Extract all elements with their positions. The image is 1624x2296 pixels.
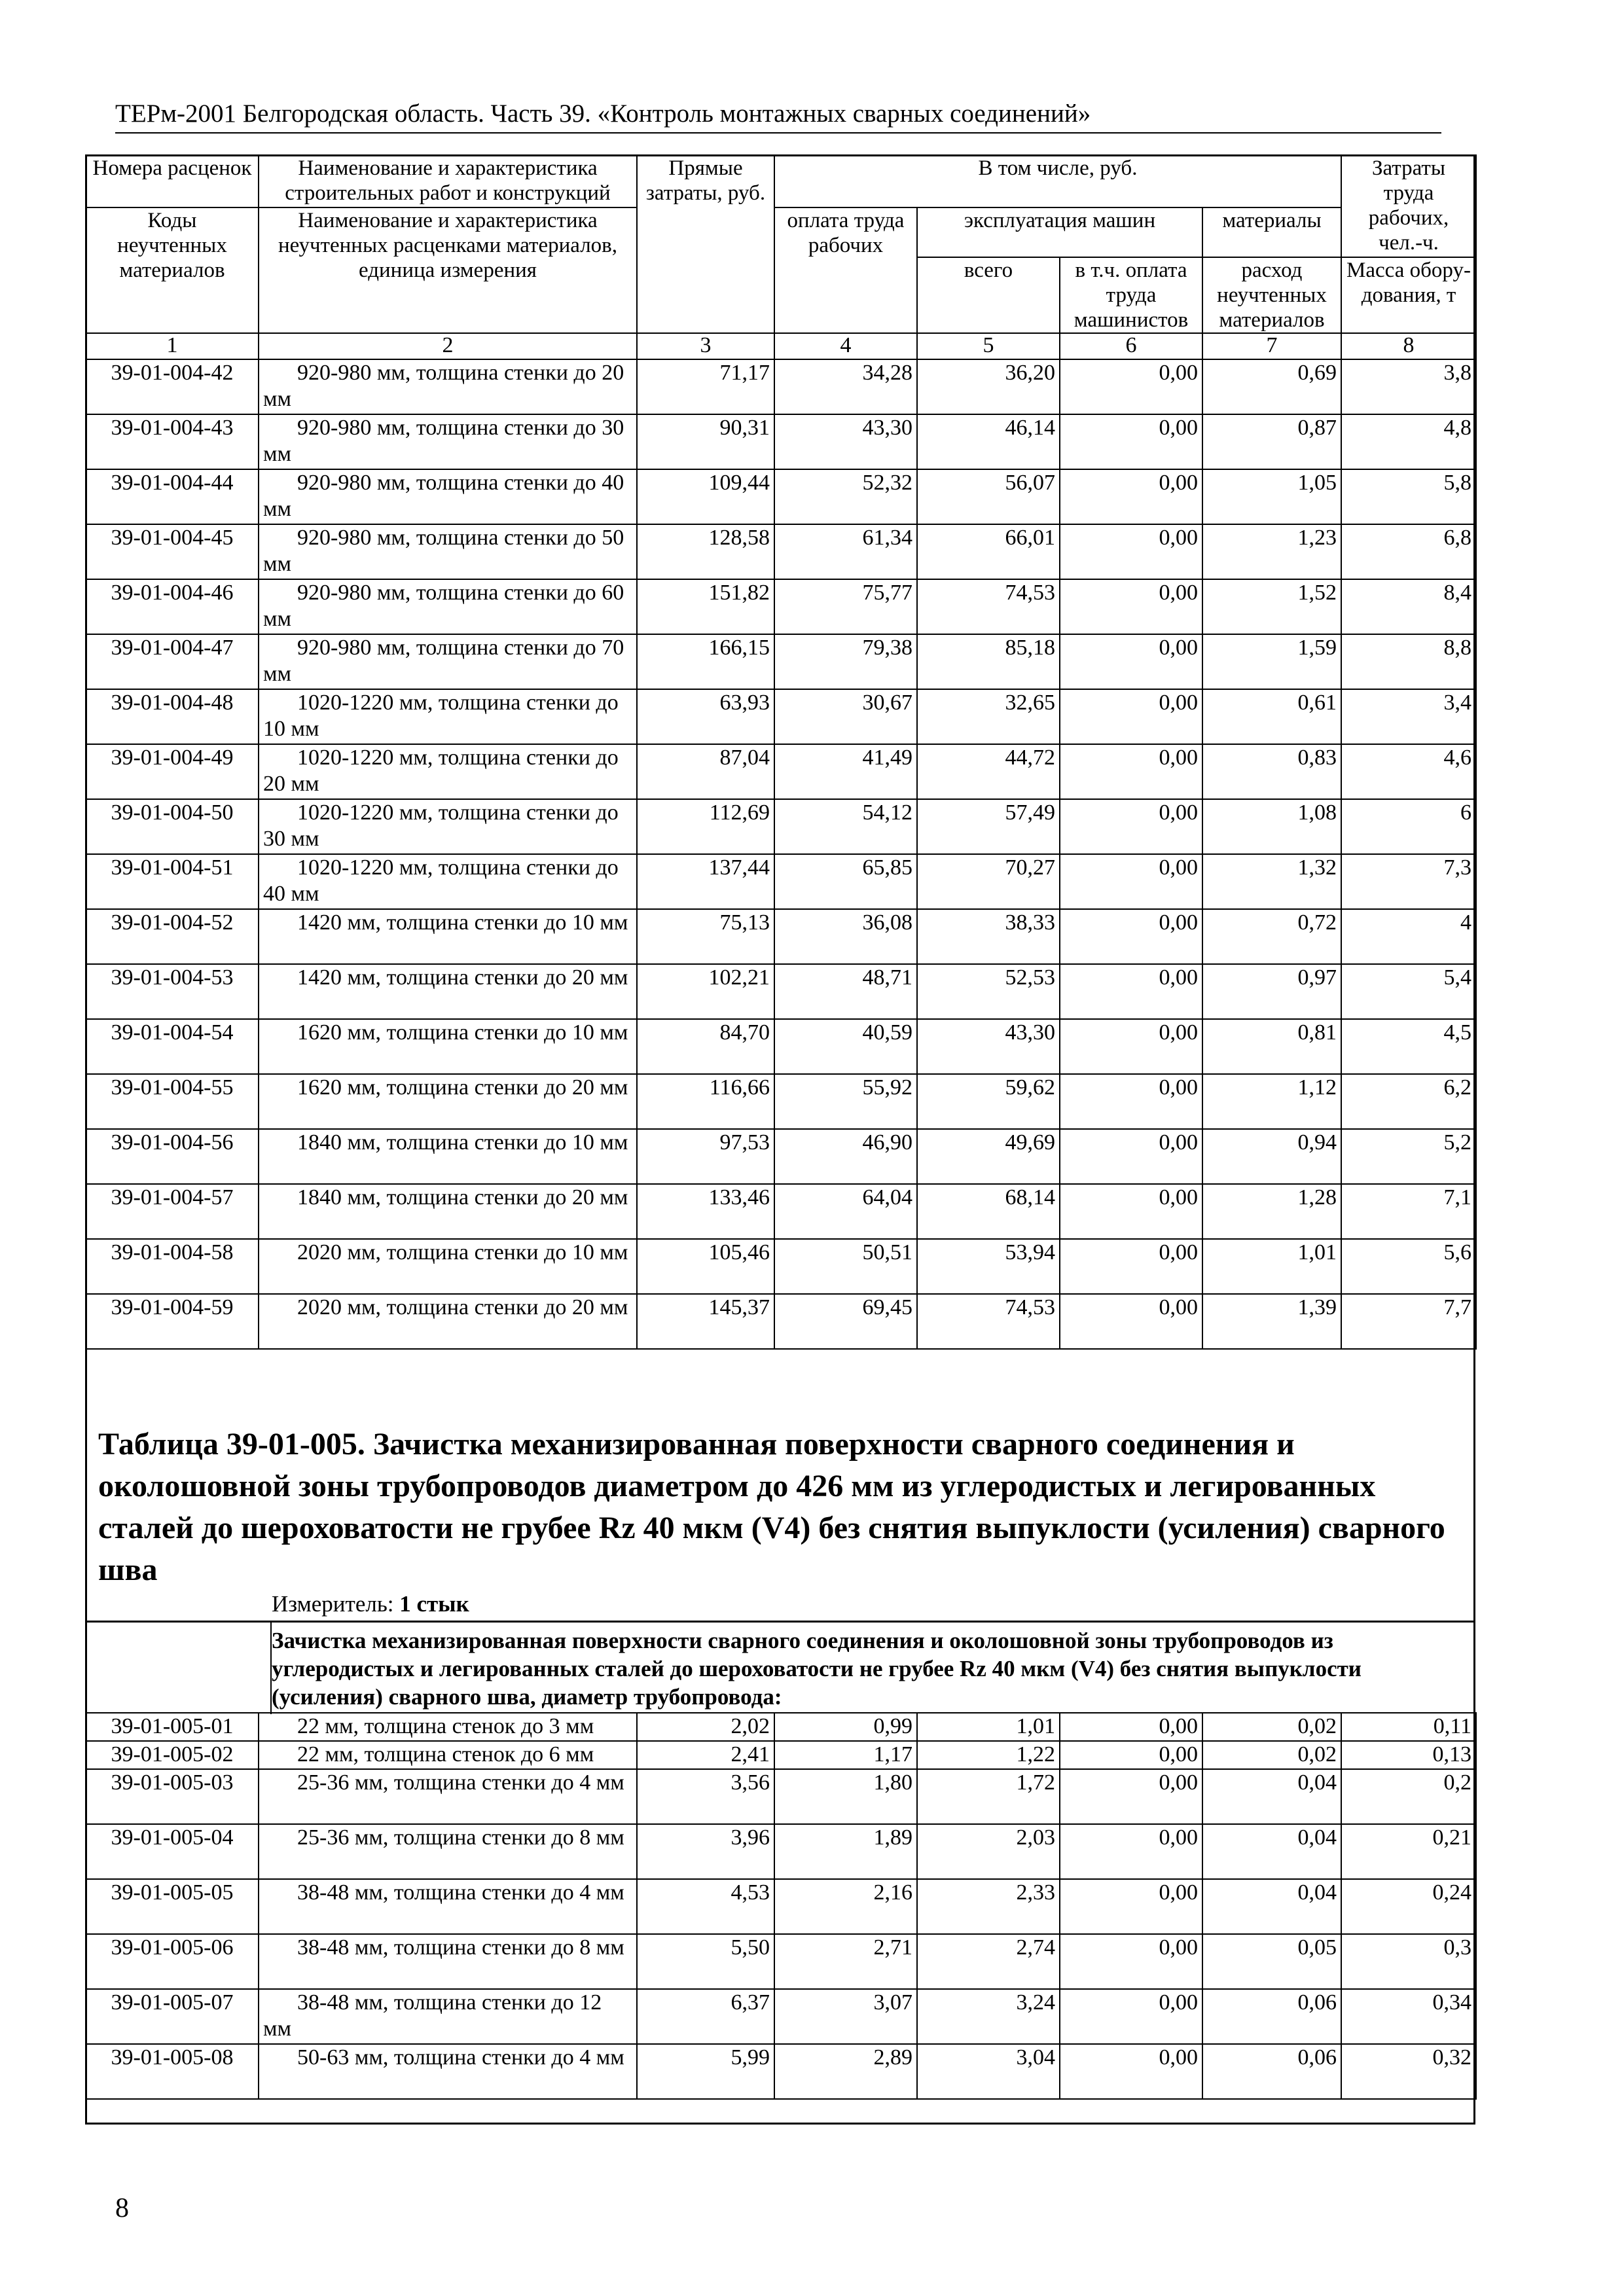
- direct-costs-cell: 90,31: [637, 414, 774, 469]
- machinists-pay-cell: 0,00: [1060, 799, 1202, 854]
- column-number: 3: [637, 333, 774, 359]
- table-row: [86, 1184, 1476, 1239]
- worker-pay-cell: 30,67: [774, 689, 917, 744]
- rate-name-cell: 920-980 мм, толщина стенки до 40 мм: [259, 469, 637, 524]
- rate-code-cell: 39-01-004-43: [86, 414, 259, 469]
- worker-pay-cell: 0,99: [774, 1713, 917, 1741]
- worker-pay-cell: 46,90: [774, 1129, 917, 1184]
- machines-total-cell: 1,01: [917, 1713, 1060, 1741]
- rate-name-cell: 38-48 мм, толщина стенки до 4 мм: [259, 1879, 637, 1934]
- rate-code-cell: 39-01-005-01: [86, 1713, 259, 1741]
- direct-costs-cell: 145,37: [637, 1294, 774, 1349]
- direct-costs-cell: 151,82: [637, 579, 774, 634]
- machines-total-cell: 68,14: [917, 1184, 1060, 1239]
- column-number: 1: [86, 333, 259, 359]
- machines-total-cell: 46,14: [917, 414, 1060, 469]
- labor-costs-cell: 1,52: [1202, 579, 1341, 634]
- header-rate-numbers: Номера расценок: [86, 155, 259, 207]
- equipment-mass-cell: 0,21: [1341, 1824, 1476, 1879]
- table-row: [86, 1741, 1476, 1769]
- header-machines: эксплуатация машин: [917, 207, 1202, 257]
- table-row: [86, 2044, 1476, 2099]
- header-equipment-mass: Масса обору-дования, т: [1341, 257, 1476, 333]
- labor-costs-cell: 0,06: [1202, 1989, 1341, 2044]
- worker-pay-cell: 2,16: [774, 1879, 917, 1934]
- direct-costs-cell: 166,15: [637, 634, 774, 689]
- labor-costs-cell: 0,61: [1202, 689, 1341, 744]
- rate-code-cell: 39-01-004-45: [86, 524, 259, 579]
- rate-code-cell: 39-01-004-47: [86, 634, 259, 689]
- worker-pay-cell: 75,77: [774, 579, 917, 634]
- column-number: 8: [1341, 333, 1476, 359]
- worker-pay-cell: 2,71: [774, 1934, 917, 1989]
- rate-name-cell: 920-980 мм, толщина стенки до 60 мм: [259, 579, 637, 634]
- direct-costs-cell: 137,44: [637, 854, 774, 909]
- machines-total-cell: 66,01: [917, 524, 1060, 579]
- equipment-mass-cell: 0,34: [1341, 1989, 1476, 2044]
- worker-pay-cell: 1,80: [774, 1769, 917, 1824]
- equipment-mass-cell: 4: [1341, 909, 1476, 964]
- machinists-pay-cell: 0,00: [1060, 1074, 1202, 1129]
- table-row: [86, 524, 1476, 579]
- worker-pay-cell: 2,89: [774, 2044, 917, 2099]
- equipment-mass-cell: 6: [1341, 799, 1476, 854]
- header-machines-total: всего: [917, 257, 1060, 333]
- machinists-pay-cell: 0,00: [1060, 1019, 1202, 1074]
- machines-total-cell: 3,24: [917, 1989, 1060, 2044]
- page-number: 8: [115, 2193, 129, 2223]
- column-numbers-row: [86, 333, 1476, 359]
- worker-pay-cell: 34,28: [774, 359, 917, 414]
- machines-total-cell: 43,30: [917, 1019, 1060, 1074]
- labor-costs-cell: 0,04: [1202, 1769, 1341, 1824]
- equipment-mass-cell: 4,8: [1341, 414, 1476, 469]
- rate-name-cell: 920-980 мм, толщина стенки до 70 мм: [259, 634, 637, 689]
- page-header: ТЕРм-2001 Белгородская область. Часть 39. «Контроль монтажных сварных соединений»: [115, 98, 1441, 134]
- measure-label: Измеритель:: [272, 1591, 394, 1617]
- machinists-pay-cell: 0,00: [1060, 359, 1202, 414]
- rate-name-cell: 1420 мм, толщина стенки до 20 мм: [259, 964, 637, 1019]
- column-number: 7: [1202, 333, 1341, 359]
- rate-name-cell: 1020-1220 мм, толщина стенки до 40 мм: [259, 854, 637, 909]
- machinists-pay-cell: 0,00: [1060, 854, 1202, 909]
- machinists-pay-cell: 0,00: [1060, 634, 1202, 689]
- table-row: [86, 579, 1476, 634]
- table-row: [86, 1934, 1476, 1989]
- labor-costs-cell: 0,02: [1202, 1741, 1341, 1769]
- rate-name-cell: 1840 мм, толщина стенки до 10 мм: [259, 1129, 637, 1184]
- table-row: [86, 689, 1476, 744]
- rate-name-cell: 1020-1220 мм, толщина стенки до 30 мм: [259, 799, 637, 854]
- rate-code-cell: 39-01-004-57: [86, 1184, 259, 1239]
- table-row: [86, 1294, 1476, 1349]
- direct-costs-cell: 116,66: [637, 1074, 774, 1129]
- header-labor-costs: Затраты труда рабочих, чел.-ч.: [1341, 155, 1476, 257]
- rate-code-cell: 39-01-004-53: [86, 964, 259, 1019]
- machines-total-cell: 59,62: [917, 1074, 1060, 1129]
- machines-total-cell: 70,27: [917, 854, 1060, 909]
- rate-code-cell: 39-01-004-50: [86, 799, 259, 854]
- equipment-mass-cell: 4,6: [1341, 744, 1476, 799]
- labor-costs-cell: 1,01: [1202, 1239, 1341, 1294]
- rate-code-cell: 39-01-004-59: [86, 1294, 259, 1349]
- direct-costs-cell: 112,69: [637, 799, 774, 854]
- direct-costs-cell: 5,99: [637, 2044, 774, 2099]
- rate-name-cell: 1620 мм, толщина стенки до 10 мм: [259, 1019, 637, 1074]
- rate-name-cell: 920-980 мм, толщина стенки до 50 мм: [259, 524, 637, 579]
- table-row: [86, 469, 1476, 524]
- direct-costs-cell: 133,46: [637, 1184, 774, 1239]
- equipment-mass-cell: 8,4: [1341, 579, 1476, 634]
- rate-code-cell: 39-01-005-07: [86, 1989, 259, 2044]
- rate-name-cell: 920-980 мм, толщина стенки до 20 мм: [259, 359, 637, 414]
- worker-pay-cell: 65,85: [774, 854, 917, 909]
- machinists-pay-cell: 0,00: [1060, 909, 1202, 964]
- labor-costs-cell: 0,94: [1202, 1129, 1341, 1184]
- labor-costs-cell: 0,81: [1202, 1019, 1341, 1074]
- labor-costs-cell: 1,05: [1202, 469, 1341, 524]
- direct-costs-cell: 6,37: [637, 1989, 774, 2044]
- direct-costs-cell: 2,02: [637, 1713, 774, 1741]
- direct-costs-cell: 75,13: [637, 909, 774, 964]
- rate-name-cell: 38-48 мм, толщина стенки до 8 мм: [259, 1934, 637, 1989]
- worker-pay-cell: 50,51: [774, 1239, 917, 1294]
- rate-name-cell: 2020 мм, толщина стенки до 20 мм: [259, 1294, 637, 1349]
- direct-costs-cell: 63,93: [637, 689, 774, 744]
- machines-total-cell: 85,18: [917, 634, 1060, 689]
- worker-pay-cell: 52,32: [774, 469, 917, 524]
- machinists-pay-cell: 0,00: [1060, 1184, 1202, 1239]
- machinists-pay-cell: 0,00: [1060, 689, 1202, 744]
- worker-pay-cell: 3,07: [774, 1989, 917, 2044]
- machines-total-cell: 57,49: [917, 799, 1060, 854]
- table-row: [86, 799, 1476, 854]
- machinists-pay-cell: 0,00: [1060, 1741, 1202, 1769]
- machinists-pay-cell: 0,00: [1060, 1824, 1202, 1879]
- equipment-mass-cell: 4,5: [1341, 1019, 1476, 1074]
- rate-name-cell: 1020-1220 мм, толщина стенки до 20 мм: [259, 744, 637, 799]
- machinists-pay-cell: 0,00: [1060, 1713, 1202, 1741]
- labor-costs-cell: 0,69: [1202, 359, 1341, 414]
- rate-code-cell: 39-01-004-58: [86, 1239, 259, 1294]
- equipment-mass-cell: 0,2: [1341, 1769, 1476, 1824]
- rate-name-cell: 1620 мм, толщина стенки до 20 мм: [259, 1074, 637, 1129]
- machinists-pay-cell: 0,00: [1060, 524, 1202, 579]
- table-row: [86, 634, 1476, 689]
- table-005-title: Зачистка механизированная поверхности сварного соединения и околошовной зоны трубопроводов диаметром до 426 мм из углеродистых и легированных сталей до шероховатости не грубее Rz 40 мкм (V4) без снятия выпуклости (усиления) сварного шва: [98, 1427, 1445, 1587]
- rate-code-cell: 39-01-005-08: [86, 2044, 259, 2099]
- equipment-mass-cell: 0,13: [1341, 1741, 1476, 1769]
- equipment-mass-cell: 3,4: [1341, 689, 1476, 744]
- rate-code-cell: 39-01-004-49: [86, 744, 259, 799]
- worker-pay-cell: 48,71: [774, 964, 917, 1019]
- direct-costs-cell: 71,17: [637, 359, 774, 414]
- labor-costs-cell: 1,59: [1202, 634, 1341, 689]
- equipment-mass-cell: 0,32: [1341, 2044, 1476, 2099]
- machinists-pay-cell: 0,00: [1060, 2044, 1202, 2099]
- worker-pay-cell: 41,49: [774, 744, 917, 799]
- table-row: [86, 1019, 1476, 1074]
- table-row: [86, 414, 1476, 469]
- equipment-mass-cell: 5,4: [1341, 964, 1476, 1019]
- table-row: [86, 744, 1476, 799]
- table-row: [86, 1239, 1476, 1294]
- machines-total-cell: 32,65: [917, 689, 1060, 744]
- rate-name-cell: 38-48 мм, толщина стенки до 12 мм: [259, 1989, 637, 2044]
- equipment-mass-cell: 5,6: [1341, 1239, 1476, 1294]
- rate-name-cell: 1840 мм, толщина стенки до 20 мм: [259, 1184, 637, 1239]
- rate-name-cell: 22 мм, толщина стенок до 3 мм: [259, 1713, 637, 1741]
- equipment-mass-cell: 6,2: [1341, 1074, 1476, 1129]
- worker-pay-cell: 64,04: [774, 1184, 917, 1239]
- machinists-pay-cell: 0,00: [1060, 1879, 1202, 1934]
- equipment-mass-cell: 8,8: [1341, 634, 1476, 689]
- machinists-pay-cell: 0,00: [1060, 964, 1202, 1019]
- column-number: 4: [774, 333, 917, 359]
- rate-code-cell: 39-01-005-03: [86, 1769, 259, 1824]
- worker-pay-cell: 1,17: [774, 1741, 917, 1769]
- labor-costs-cell: 0,04: [1202, 1824, 1341, 1879]
- header-material-codes: Коды неучтенных материалов: [86, 207, 259, 333]
- machines-total-cell: 3,04: [917, 2044, 1060, 2099]
- rate-name-cell: 50-63 мм, толщина стенки до 4 мм: [259, 2044, 637, 2099]
- labor-costs-cell: 0,05: [1202, 1934, 1341, 1989]
- rate-name-cell: 1420 мм, толщина стенки до 10 мм: [259, 909, 637, 964]
- machinists-pay-cell: 0,00: [1060, 579, 1202, 634]
- table-header: [86, 155, 1476, 359]
- labor-costs-cell: 1,12: [1202, 1074, 1341, 1129]
- rate-code-cell: 39-01-005-05: [86, 1879, 259, 1934]
- machines-total-cell: 1,72: [917, 1769, 1060, 1824]
- machinists-pay-cell: 0,00: [1060, 1989, 1202, 2044]
- table-body-004: [86, 359, 1476, 1349]
- equipment-mass-cell: 0,3: [1341, 1934, 1476, 1989]
- machines-total-cell: 2,03: [917, 1824, 1060, 1879]
- equipment-mass-cell: 0,11: [1341, 1713, 1476, 1741]
- table-005-caption: [98, 1424, 1460, 1591]
- machines-total-cell: 2,33: [917, 1879, 1060, 1934]
- measure-value: 1 стык: [399, 1591, 469, 1617]
- labor-costs-cell: 0,02: [1202, 1713, 1341, 1741]
- labor-costs-cell: 1,08: [1202, 799, 1341, 854]
- labor-costs-cell: 1,32: [1202, 854, 1341, 909]
- direct-costs-cell: 2,41: [637, 1741, 774, 1769]
- rate-code-cell: 39-01-005-06: [86, 1934, 259, 1989]
- direct-costs-cell: 87,04: [637, 744, 774, 799]
- header-worker-pay: оплата труда рабочих: [774, 207, 917, 333]
- header-including: В том числе, руб.: [774, 155, 1341, 207]
- machines-total-cell: 53,94: [917, 1239, 1060, 1294]
- rate-name-cell: 920-980 мм, толщина стенки до 30 мм: [259, 414, 637, 469]
- header-materials: материалы: [1202, 207, 1341, 257]
- labor-costs-cell: 0,87: [1202, 414, 1341, 469]
- machines-total-cell: 38,33: [917, 909, 1060, 964]
- table-row: [86, 1989, 1476, 2044]
- rate-code-cell: 39-01-004-55: [86, 1074, 259, 1129]
- labor-costs-cell: 0,83: [1202, 744, 1341, 799]
- direct-costs-cell: 3,56: [637, 1769, 774, 1824]
- section-row: [85, 1621, 1475, 1712]
- worker-pay-cell: 1,89: [774, 1824, 917, 1879]
- rate-code-cell: 39-01-004-51: [86, 854, 259, 909]
- header-material-name: Наименование и характеристика неучтенных расценками материалов, единица измерения: [259, 207, 637, 333]
- rate-name-cell: 2020 мм, толщина стенки до 10 мм: [259, 1239, 637, 1294]
- machines-total-cell: 1,22: [917, 1741, 1060, 1769]
- labor-costs-cell: 0,04: [1202, 1879, 1341, 1934]
- machinists-pay-cell: 0,00: [1060, 1934, 1202, 1989]
- table-row: [86, 1879, 1476, 1934]
- machines-total-cell: 56,07: [917, 469, 1060, 524]
- header-work-name: Наименование и характеристика строительных работ и конструкций: [259, 155, 637, 207]
- labor-costs-cell: 0,06: [1202, 2044, 1341, 2099]
- direct-costs-cell: 128,58: [637, 524, 774, 579]
- machines-total-cell: 49,69: [917, 1129, 1060, 1184]
- machines-total-cell: 36,20: [917, 359, 1060, 414]
- equipment-mass-cell: 7,3: [1341, 854, 1476, 909]
- rate-code-cell: 39-01-004-54: [86, 1019, 259, 1074]
- measure-line: [272, 1590, 469, 1619]
- header-direct-costs: Прямые затраты, руб.: [637, 155, 774, 333]
- section-title: Зачистка механизированная поверхности сварного соединения и околошовной зоны трубопроводов из углеродистых и легированных сталей до шероховатости не грубее Rz 40 мкм (V4) без снятия выпуклости (усиления) сварного шва, диаметр трубопровода:: [272, 1628, 1362, 1710]
- rate-code-cell: 39-01-004-48: [86, 689, 259, 744]
- table-row: [86, 1713, 1476, 1741]
- equipment-mass-cell: 0,24: [1341, 1879, 1476, 1934]
- equipment-mass-cell: 5,2: [1341, 1129, 1476, 1184]
- rate-name-cell: 25-36 мм, толщина стенки до 8 мм: [259, 1824, 637, 1879]
- rate-code-cell: 39-01-005-02: [86, 1741, 259, 1769]
- machinists-pay-cell: 0,00: [1060, 414, 1202, 469]
- rate-code-cell: 39-01-004-52: [86, 909, 259, 964]
- worker-pay-cell: 55,92: [774, 1074, 917, 1129]
- column-number: 5: [917, 333, 1060, 359]
- worker-pay-cell: 43,30: [774, 414, 917, 469]
- labor-costs-cell: 1,39: [1202, 1294, 1341, 1349]
- machinists-pay-cell: 0,00: [1060, 744, 1202, 799]
- equipment-mass-cell: 5,8: [1341, 469, 1476, 524]
- direct-costs-cell: 105,46: [637, 1239, 774, 1294]
- machines-total-cell: 74,53: [917, 1294, 1060, 1349]
- worker-pay-cell: 61,34: [774, 524, 917, 579]
- table-row: [86, 1824, 1476, 1879]
- worker-pay-cell: 54,12: [774, 799, 917, 854]
- table-row: [86, 1129, 1476, 1184]
- direct-costs-cell: 3,96: [637, 1824, 774, 1879]
- machinists-pay-cell: 0,00: [1060, 469, 1202, 524]
- machinists-pay-cell: 0,00: [1060, 1239, 1202, 1294]
- rate-code-cell: 39-01-004-44: [86, 469, 259, 524]
- labor-costs-cell: 1,28: [1202, 1184, 1341, 1239]
- labor-costs-cell: 1,23: [1202, 524, 1341, 579]
- equipment-mass-cell: 7,7: [1341, 1294, 1476, 1349]
- direct-costs-cell: 84,70: [637, 1019, 774, 1074]
- worker-pay-cell: 36,08: [774, 909, 917, 964]
- direct-costs-cell: 109,44: [637, 469, 774, 524]
- header-machinists-pay: в т.ч. оплата труда машинистов: [1060, 257, 1202, 333]
- direct-costs-cell: 4,53: [637, 1879, 774, 1934]
- rates-table-005: [85, 1712, 1477, 2100]
- table-row: [86, 909, 1476, 964]
- rate-code-cell: 39-01-004-42: [86, 359, 259, 414]
- machinists-pay-cell: 0,00: [1060, 1129, 1202, 1184]
- worker-pay-cell: 40,59: [774, 1019, 917, 1074]
- machines-total-cell: 52,53: [917, 964, 1060, 1019]
- direct-costs-cell: 102,21: [637, 964, 774, 1019]
- table-row: [86, 1769, 1476, 1824]
- column-number: 6: [1060, 333, 1202, 359]
- table-row: [86, 1074, 1476, 1129]
- direct-costs-cell: 97,53: [637, 1129, 774, 1184]
- worker-pay-cell: 69,45: [774, 1294, 917, 1349]
- rate-name-cell: 1020-1220 мм, толщина стенки до 10 мм: [259, 689, 637, 744]
- column-number: 2: [259, 333, 637, 359]
- equipment-mass-cell: 7,1: [1341, 1184, 1476, 1239]
- table-row: [86, 359, 1476, 414]
- labor-costs-cell: 0,72: [1202, 909, 1341, 964]
- machinists-pay-cell: 0,00: [1060, 1769, 1202, 1824]
- machines-total-cell: 74,53: [917, 579, 1060, 634]
- table-body-005: [86, 1713, 1476, 2099]
- direct-costs-cell: 5,50: [637, 1934, 774, 1989]
- machines-total-cell: 44,72: [917, 744, 1060, 799]
- labor-costs-cell: 0,97: [1202, 964, 1341, 1019]
- table-005-label: Таблица 39-01-005.: [98, 1427, 365, 1462]
- rate-code-cell: 39-01-005-04: [86, 1824, 259, 1879]
- equipment-mass-cell: 6,8: [1341, 524, 1476, 579]
- header-material-consumption: расход неучтенных материалов: [1202, 257, 1341, 333]
- machines-total-cell: 2,74: [917, 1934, 1060, 1989]
- rate-code-cell: 39-01-004-46: [86, 579, 259, 634]
- worker-pay-cell: 79,38: [774, 634, 917, 689]
- table-row: [86, 964, 1476, 1019]
- equipment-mass-cell: 3,8: [1341, 359, 1476, 414]
- rate-name-cell: 25-36 мм, толщина стенки до 4 мм: [259, 1769, 637, 1824]
- rate-name-cell: 22 мм, толщина стенок до 6 мм: [259, 1741, 637, 1769]
- rate-code-cell: 39-01-004-56: [86, 1129, 259, 1184]
- machinists-pay-cell: 0,00: [1060, 1294, 1202, 1349]
- rates-table-004: [85, 154, 1477, 1350]
- table-row: [86, 854, 1476, 909]
